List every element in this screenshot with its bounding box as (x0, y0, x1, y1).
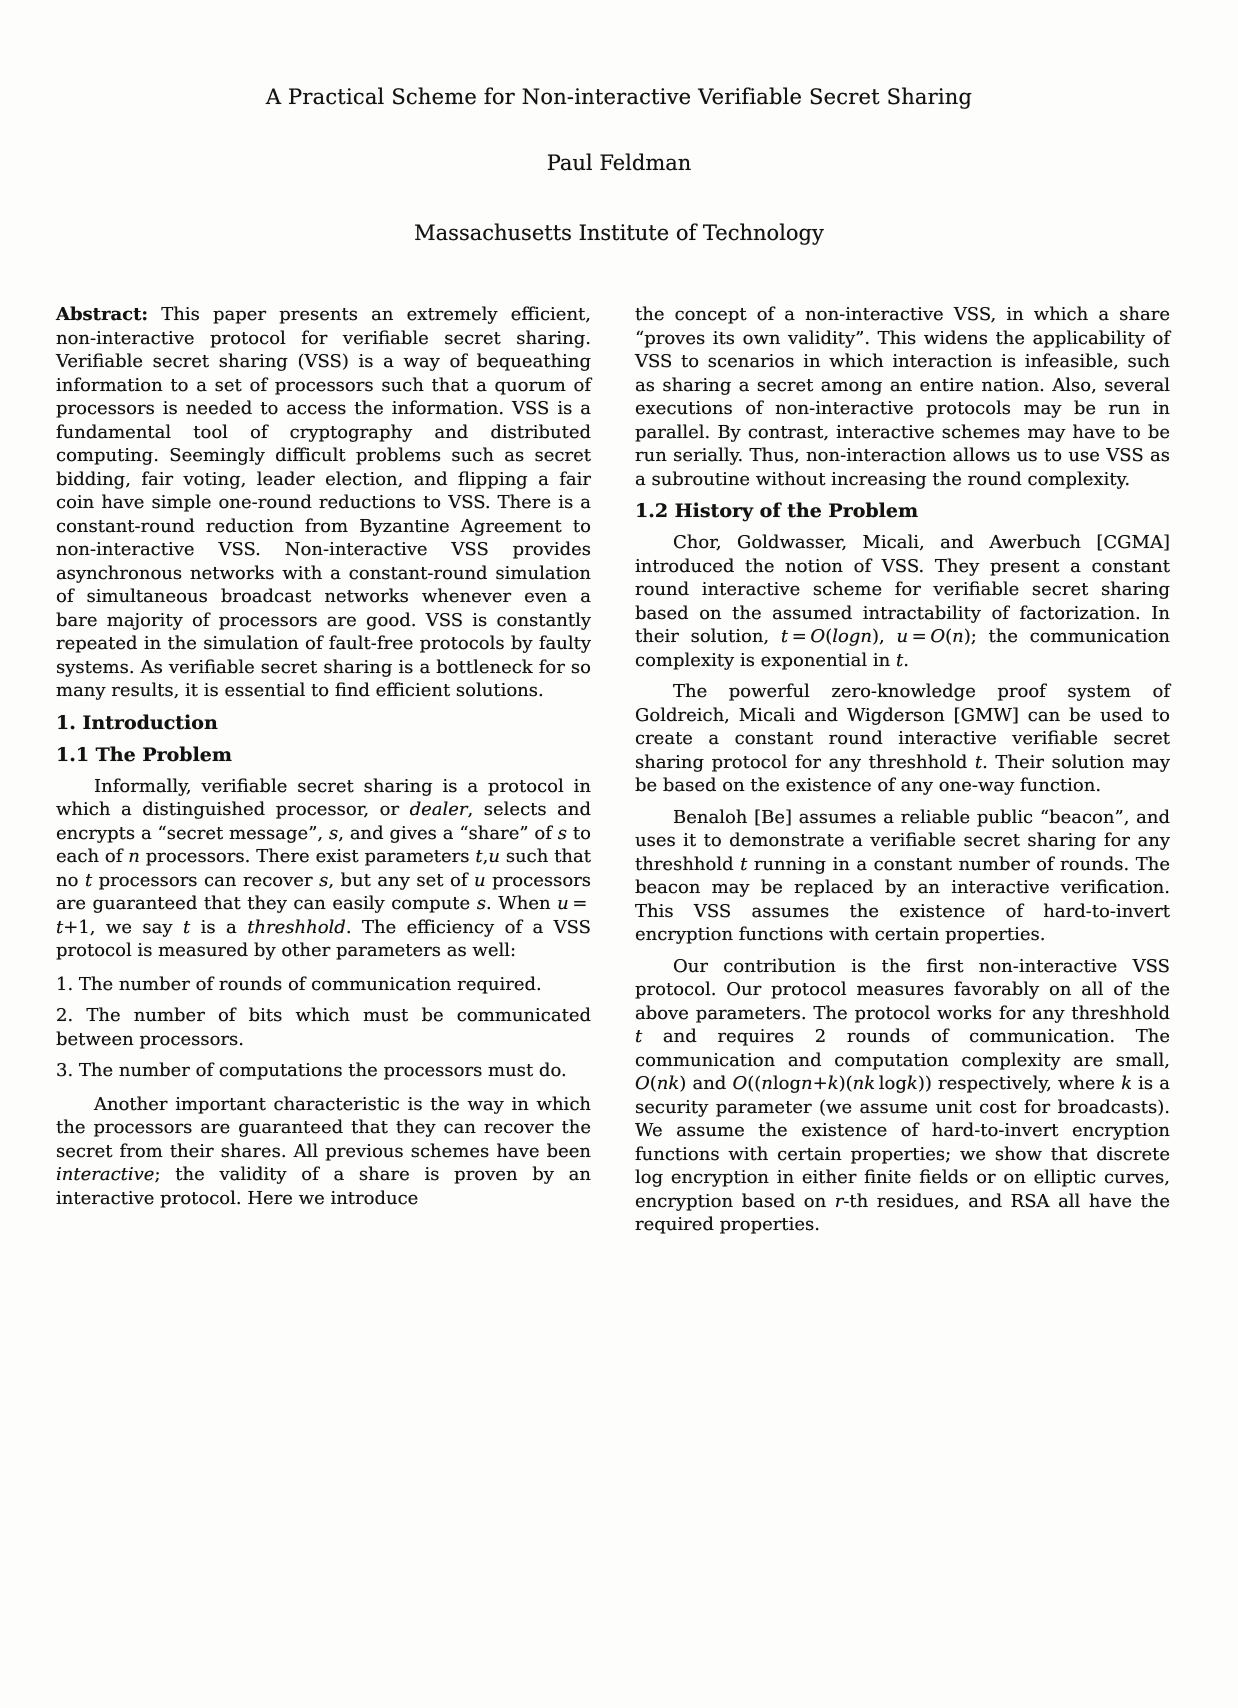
list-item-computations: 3. The number of computations the processors must do. (56, 1060, 567, 1081)
paragraph-contribution: Our contribution is the first non-interactive VSS protocol. Our protocol measures favorably on all of the above parameters. The protocol works for any threshhold t and requires 2 rounds of communication. The communication and computation complexity are small, O(nk) and O((nlogn+k)(nk logk)) respectively, where k is a security parameter (we assume unit cost for broadcasts). We assume the existence of hard-to-invert encryption functions with certain properties; we show that discrete log encryption in either finite fields or on elliptic curves, encryption based on r-th residues, and RSA all have the required properties. (635, 955, 1171, 1235)
two-column-body (0, 303, 1238, 1237)
section-heading-the-problem: 1.1 The Problem (56, 743, 232, 766)
left-column (56, 303, 591, 1237)
parameter-list (56, 973, 591, 1083)
paragraph-problem-definition: Informally, verifiable secret sharing is a protocol in which a distinguished processor, or dealer, selects and encrypts a “secret message”, s, and gives a “share” of s to each of n processors. There exist parameters t,u such that no t processors can recover s, but any set of u processors are guaranteed that they can easily compute s. When u = t+1, we say t is a threshhold. The efficiency of a VSS protocol is measured by other parameters as well: (56, 775, 592, 961)
paragraph-recovery-characteristic: Another important characteristic is the way in which the processors are guaranteed that they can recover the secret from their shares. All previous schemes have been interactive; the validity of a share is proven by an interactive protocol. Here we introduce (56, 1093, 591, 1209)
list-item-bits: 2. The number of bits which must be communicated between processors. (56, 1005, 591, 1050)
section-heading-history: 1.2 History of the Problem (635, 500, 919, 522)
paragraph-cgma: Chor, Goldwasser, Micali, and Awerbuch [CGMA] introduced the notion of VSS. They present a constant round interactive scheme for verifiable secret sharing based on the assumed intractability of factorization. In their solution, t = O(logn), u = O(n); the communication complexity is exponential in t. (635, 532, 1170, 671)
paragraph-benaloh: Benaloh [Be] assumes a reliable public “beacon”, and uses it to demonstrate a verifiable secret sharing for any threshhold t running in a constant number of rounds. The beacon may be replaced by an interactive verification. This VSS assumes the existence of hard-to-invert encryption functions with certain properties. (635, 806, 1170, 945)
affiliation: Massachusetts Institute of Technology (414, 221, 824, 245)
paragraph-gmw: The powerful zero-knowledge proof system of Goldreich, Micali and Wigderson [GMW] can be used to create a constant round interactive verifiable secret sharing protocol for any threshhold t. Their solution may be based on the existence of any one-way function. (635, 681, 1170, 796)
paragraph-noninteractive-concept: the concept of a non-interactive VSS, in which a share “proves its own validity”. This widens the applicability of VSS to scenarios in which interaction is infeasible, such as sharing a secret among an entire nation. Also, several executions of non-interactive protocols may be run in parallel. By contrast, interactive schemes may have to be run serially. Thus, non-interaction allows us to use VSS as a subroutine without increasing the round complexity. (635, 304, 1170, 490)
abstract-text: This paper presents an extremely efficient, non-interactive protocol for verifiable secret sharing. Verifiable secret sharing (VSS) is a way of bequeathing information to a set of processors such that a quorum of processors is needed to access the information. VSS is a fundamental tool of cryptography and distributed computing. Seemingly difficult problems such as secret bidding, fair voting, leader election, and flipping a fair coin have simple one-round reductions to VSS. There is a constant-round reduction from Byzantine Agreement to non-interactive VSS. Non-interactive VSS provides asynchronous networks with a constant-round simulation of simultaneous broadcast networks whenever even a bare majority of processors are good. VSS is constantly repeated in the simulation of fault-free protocols by faulty systems. As verifiable secret sharing is a bottleneck for so many results, it is essential to find efficient solutions. (56, 304, 591, 701)
abstract-label: Abstract: (56, 304, 149, 325)
list-item-rounds: 1. The number of rounds of communication required. (56, 973, 542, 995)
section-heading-introduction: 1. Introduction (56, 711, 218, 734)
abstract-paragraph (56, 303, 591, 703)
page-title: A Practical Scheme for Non-interactive Verifiable Secret Sharing (265, 85, 973, 109)
author-name: Paul Feldman (546, 151, 692, 175)
title-block (0, 0, 1238, 246)
right-column (635, 303, 1170, 1237)
